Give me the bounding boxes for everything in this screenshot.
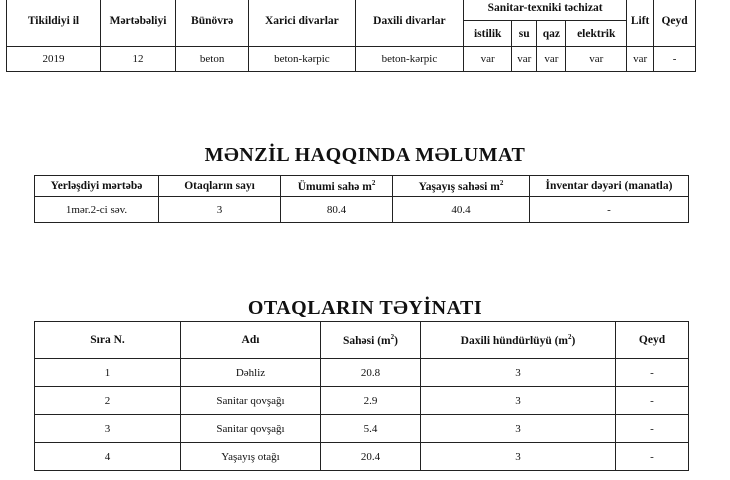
cell-outer-walls: beton-kərpic	[249, 47, 355, 72]
cell-inventory-value: -	[530, 197, 689, 223]
cell-room-height: 3	[421, 415, 616, 443]
table-row	[35, 359, 689, 387]
cell-row-number: 4	[35, 443, 181, 471]
cell-heating: var	[464, 47, 512, 72]
header-room-area: Sahəsi $(m^2)$	[321, 322, 421, 359]
cell-living-area: 40.4	[393, 197, 530, 223]
cell-room-height: 3	[421, 359, 616, 387]
cell-gas: var	[537, 47, 566, 72]
header-foundation: Bünövrə	[176, 0, 249, 47]
apartment-title: MƏNZİL HAQQINDA MƏLUMAT	[204, 144, 526, 166]
table-row	[7, 47, 696, 72]
cell-room-name: Dəhliz	[181, 359, 321, 387]
cell-room-area: 5.4	[321, 415, 421, 443]
cell-room-name: Sanitar qovşağı	[181, 387, 321, 415]
header-room-name: Adı	[181, 322, 321, 359]
cell-water: var	[512, 47, 537, 72]
cell-row-number: 1	[35, 359, 181, 387]
building-info-table	[6, 0, 696, 72]
cell-inner-walls: beton-kərpic	[355, 47, 464, 72]
cell-floor: 1mər.2-ci səv.	[35, 197, 159, 223]
header-floors: Mərtəbəliyi	[100, 0, 175, 47]
rooms-title: OTAQLARIN TƏYİNATI	[247, 297, 483, 319]
header-lift: Lift	[627, 0, 654, 47]
table-row	[35, 443, 689, 471]
cell-room-height: 3	[421, 387, 616, 415]
rooms-table	[34, 321, 689, 471]
cell-room-note: -	[616, 415, 689, 443]
cell-row-number: 2	[35, 387, 181, 415]
cell-room-name: Sanitar qovşağı	[181, 415, 321, 443]
cell-floors: 12	[100, 47, 175, 72]
header-floor: Yerləşdiyi mərtəbə	[35, 176, 159, 197]
cell-lift: var	[627, 47, 654, 72]
cell-total-area: 80.4	[281, 197, 393, 223]
cell-room-area: 2.9	[321, 387, 421, 415]
cell-room-area: 20.8	[321, 359, 421, 387]
header-water: su	[512, 21, 537, 47]
cell-room-note: -	[616, 359, 689, 387]
cell-note: -	[654, 47, 696, 72]
header-heating: istilik	[464, 21, 512, 47]
cell-room-name: Yaşayış otağı	[181, 443, 321, 471]
cell-electric: var	[566, 47, 627, 72]
header-total-area: Ümumi sahə $m^2$	[281, 176, 393, 197]
header-inventory-value: İnventar dəyəri (manatla)	[530, 176, 689, 197]
apartment-info-table	[34, 175, 689, 223]
cell-row-number: 3	[35, 415, 181, 443]
cell-room-note: -	[616, 387, 689, 415]
header-room-note: Qeyd	[616, 322, 689, 359]
header-row-number: Sıra N.	[35, 322, 181, 359]
header-note: Qeyd	[654, 0, 696, 47]
header-electric: elektrik	[566, 21, 627, 47]
header-outer-walls: Xarici divarlar	[249, 0, 355, 47]
cell-room-note: -	[616, 443, 689, 471]
cell-room-area: 20.4	[321, 443, 421, 471]
cell-foundation: beton	[176, 47, 249, 72]
header-gas: qaz	[537, 21, 566, 47]
cell-room-count: 3	[159, 197, 281, 223]
header-room-count: Otaqların sayı	[159, 176, 281, 197]
header-living-area: Yaşayış sahəsi $m^2$	[393, 176, 530, 197]
header-room-height: Daxili hündürlüyü $(m^2)$	[421, 322, 616, 359]
header-inner-walls: Daxili divarlar	[355, 0, 464, 47]
table-row	[35, 387, 689, 415]
header-sanitary: Sanitar-texniki təchizat	[464, 0, 627, 21]
header-year: Tikildiyi il	[7, 0, 101, 47]
table-row	[35, 415, 689, 443]
table-row	[35, 197, 689, 223]
cell-year: 2019	[7, 47, 101, 72]
cell-room-height: 3	[421, 443, 616, 471]
